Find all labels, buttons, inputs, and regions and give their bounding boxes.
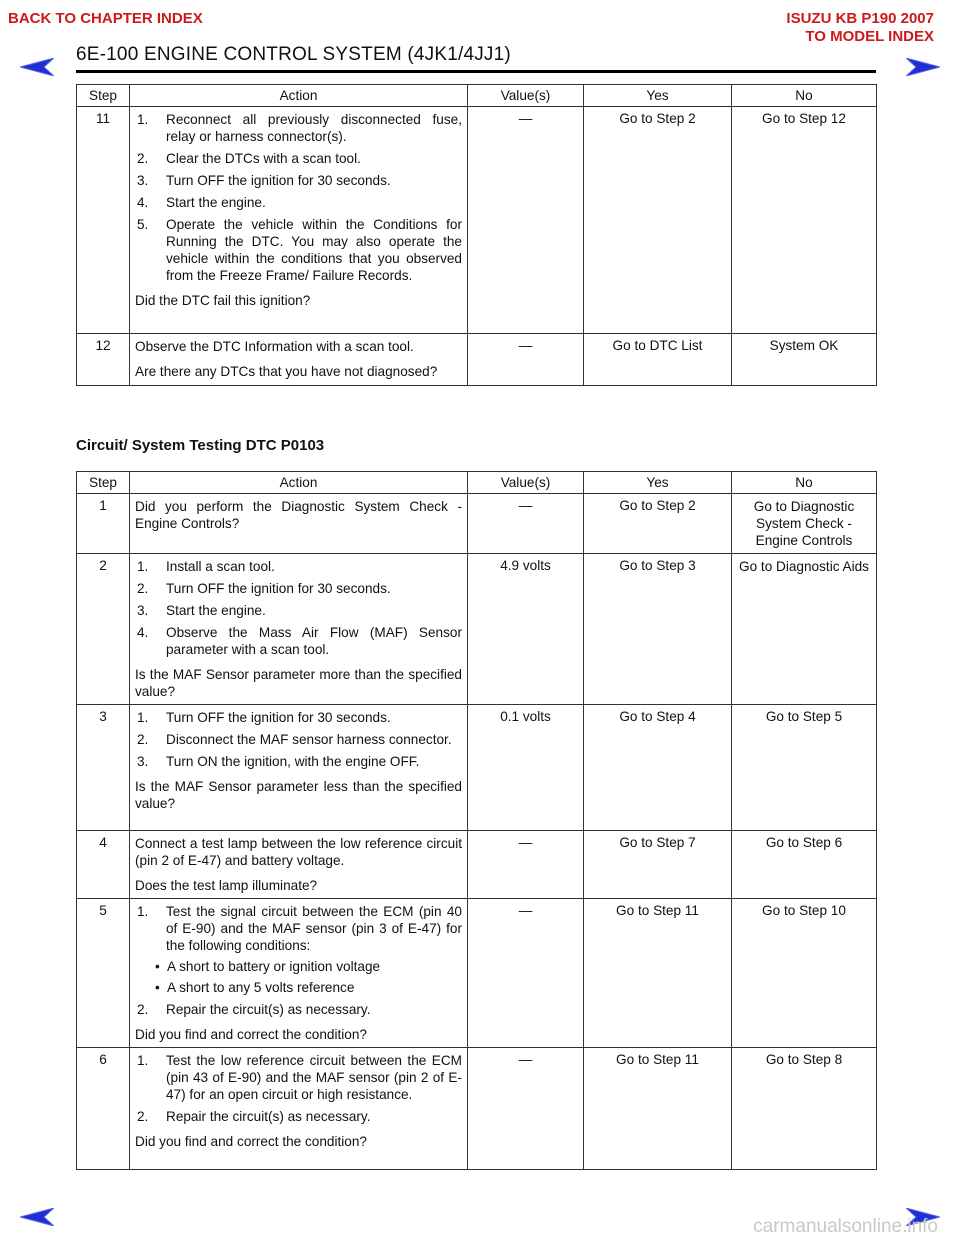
action-item: 5. Operate the vehicle within the Conditions for Running the DTC. You may also operate the vehicle within the conditions that you observed from the Freeze Frame/ Failure Records. [137, 217, 462, 283]
step-question: Did you find and correct the condition? [135, 1134, 367, 1149]
page-header-title: 6E-100 ENGINE CONTROL SYSTEM (4JK1/4JJ1) [76, 44, 511, 65]
column-header-action: Action [130, 85, 468, 107]
step-number: 6 [77, 1048, 130, 1170]
action-item: 4. Start the engine. [137, 195, 266, 210]
step-number: 12 [77, 334, 130, 386]
action-item: 3. Turn ON the ignition, with the engine OFF. [137, 754, 420, 769]
action-item: 1. Test the signal circuit between the ECM (pin 40 of E-90) and the MAF sensor (pin 3 of E-47) for the following conditions: • A short to battery or ignition voltage • A short to any 5 volts reference [135, 903, 462, 996]
column-header-no: No [732, 85, 877, 107]
step-no-result: Go to Step 6 [732, 831, 877, 899]
model-index-block [786, 10, 934, 46]
step-question: Did the DTC fail this ignition? [135, 293, 311, 308]
action-item: 2. Disconnect the MAF sensor harness connector. [137, 732, 452, 747]
diagnostic-table-p0103 [76, 471, 877, 1170]
step-action [130, 494, 468, 554]
step-yes-result: Go to Step 7 [584, 831, 732, 899]
header-rule [76, 70, 876, 73]
step-number: 11 [77, 107, 130, 334]
section-title: Circuit/ System Testing DTC P0103 [76, 437, 325, 454]
table-header-row [77, 472, 877, 494]
action-item: 3. Turn OFF the ignition for 30 seconds. [137, 173, 391, 188]
step-yes-result: Go to Step 3 [584, 554, 732, 705]
step-question: Did you find and correct the condition? [135, 1027, 367, 1042]
action-item: 1. Reconnect all previously disconnected fuse, relay or harness connector(s). [137, 112, 462, 144]
step-number: 3 [77, 705, 130, 831]
column-header-values: Value(s) [468, 85, 584, 107]
column-header-action: Action [130, 472, 468, 494]
step-action [130, 831, 468, 899]
step-value: — [468, 899, 584, 1048]
step-value: — [468, 1048, 584, 1170]
step-value: — [468, 494, 584, 554]
step-number: 5 [77, 899, 130, 1048]
table-row [77, 831, 877, 899]
step-instruction: Connect a test lamp between the low reference circuit (pin 2 of E-47) and battery voltage. [135, 836, 462, 868]
table-row [77, 1048, 877, 1170]
step-no-result: System OK [732, 334, 877, 386]
action-item: 2. Clear the DTCs with a scan tool. [137, 151, 361, 166]
step-action [130, 899, 468, 1048]
step-question: Did you perform the Diagnostic System Check - Engine Controls? [135, 499, 462, 531]
step-question: Are there any DTCs that you have not diagnosed? [135, 364, 438, 379]
step-yes-result: Go to Step 2 [584, 494, 732, 554]
back-to-chapter-index-link[interactable]: BACK TO CHAPTER INDEX [8, 10, 203, 27]
step-action [130, 334, 468, 386]
step-value: — [468, 831, 584, 899]
column-header-yes: Yes [584, 472, 732, 494]
action-item: 2. Turn OFF the ignition for 30 seconds. [137, 581, 391, 596]
step-question: Is the MAF Sensor parameter more than the specified value? [135, 667, 462, 699]
table-row [77, 494, 877, 554]
model-title-link[interactable]: ISUZU KB P190 2007 [786, 10, 934, 27]
step-value: 4.9 volts [468, 554, 584, 705]
action-item: 4. Observe the Mass Air Flow (MAF) Sensor parameter with a scan tool. [137, 625, 462, 657]
step-number: 2 [77, 554, 130, 705]
step-no-result: Go to Diagnostic Aids [732, 554, 877, 705]
step-number: 1 [77, 494, 130, 554]
action-item: 2. Repair the circuit(s) as necessary. [137, 1002, 371, 1017]
to-model-index-link[interactable]: TO MODEL INDEX [805, 28, 934, 45]
step-no-result: Go to Step 5 [732, 705, 877, 831]
column-header-yes: Yes [584, 85, 732, 107]
step-no-result: Go to Step 8 [732, 1048, 877, 1170]
action-item: 3. Start the engine. [137, 603, 266, 618]
step-no-result: Go to Step 10 [732, 899, 877, 1048]
column-header-step: Step [77, 85, 130, 107]
step-no-result: Go to Step 12 [732, 107, 877, 334]
step-yes-result: Go to DTC List [584, 334, 732, 386]
table-row [77, 899, 877, 1048]
column-header-no: No [732, 472, 877, 494]
arrow-right-icon[interactable] [906, 58, 940, 76]
watermark-text: carmanualsonline.info [753, 1216, 938, 1237]
step-yes-result: Go to Step 11 [584, 899, 732, 1048]
table-header-row [77, 85, 877, 107]
step-yes-result: Go to Step 2 [584, 107, 732, 334]
step-action [130, 705, 468, 831]
column-header-values: Value(s) [468, 472, 584, 494]
action-item: 1. Test the low reference circuit between the ECM (pin 43 of E-90) and the MAF sensor (pin 2 of E-47) for an open circuit or high resistance. [137, 1053, 462, 1102]
step-action [130, 554, 468, 705]
step-no-result: Go to Diagnostic System Check - Engine Controls [732, 494, 877, 554]
step-value: — [468, 334, 584, 386]
step-value: — [468, 107, 584, 334]
sub-condition-item: • A short to battery or ignition voltage [135, 958, 462, 975]
diagnostic-table-continued [76, 84, 877, 386]
step-instruction: Observe the DTC Information with a scan tool. [135, 339, 414, 354]
column-header-step: Step [77, 472, 130, 494]
step-value: 0.1 volts [468, 705, 584, 831]
arrow-left-icon[interactable] [20, 58, 54, 76]
sub-condition-item: • A short to any 5 volts reference [135, 979, 462, 996]
step-action [130, 1048, 468, 1170]
step-yes-result: Go to Step 4 [584, 705, 732, 831]
step-yes-result: Go to Step 11 [584, 1048, 732, 1170]
table-row [77, 554, 877, 705]
table-row [77, 334, 877, 386]
action-item: 1. Turn OFF the ignition for 30 seconds. [137, 710, 391, 725]
step-number: 4 [77, 831, 130, 899]
action-item: 1. Install a scan tool. [137, 559, 275, 574]
step-action [130, 107, 468, 334]
step-question: Is the MAF Sensor parameter less than the specified value? [135, 779, 462, 811]
arrow-left-icon[interactable] [20, 1208, 54, 1226]
step-question: Does the test lamp illuminate? [135, 878, 318, 893]
table-row [77, 107, 877, 334]
action-item: 2. Repair the circuit(s) as necessary. [137, 1109, 371, 1124]
table-row [77, 705, 877, 831]
